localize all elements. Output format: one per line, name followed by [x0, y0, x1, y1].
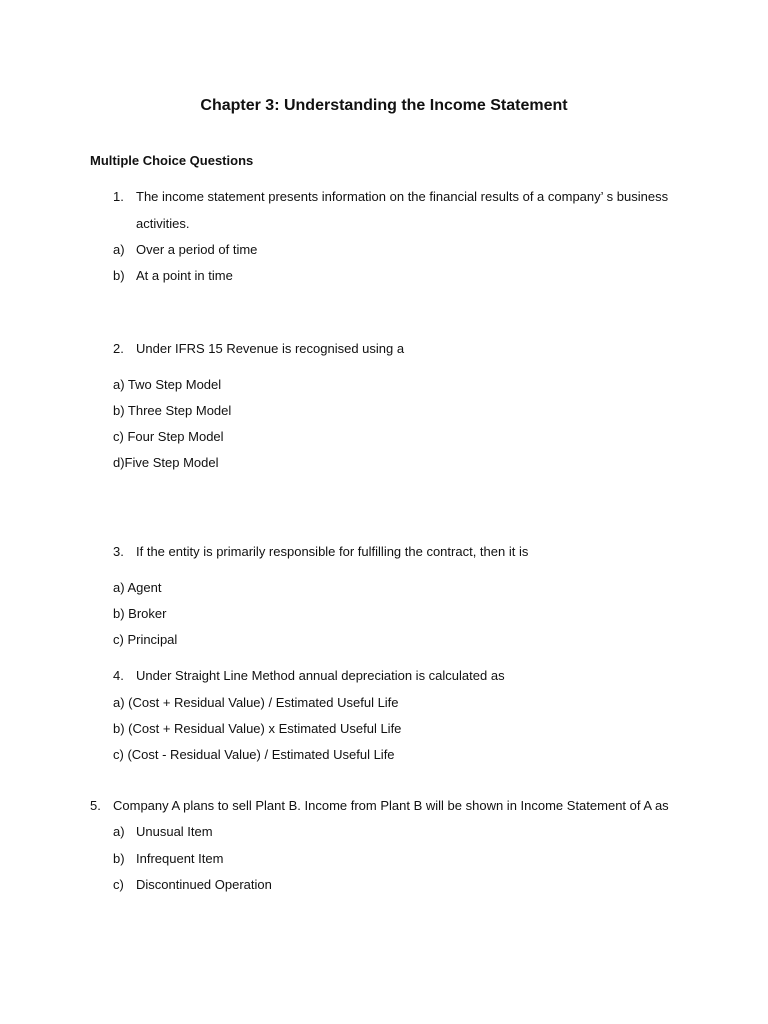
question-2-text: Under IFRS 15 Revenue is recognised using a — [136, 341, 405, 356]
section-heading: Multiple Choice Questions — [90, 153, 254, 168]
question-1-option-b-label: b) — [113, 268, 125, 283]
question-1-text: The income statement presents information on the financial results of a company’ s business — [136, 189, 669, 204]
question-4-number: 4. — [113, 668, 124, 683]
question-5-option-b-label: b) — [113, 851, 125, 866]
question-1-option-b: At a point in time — [136, 268, 233, 283]
question-3-option-b: b) Broker — [113, 606, 167, 621]
question-5-option-a-label: a) — [113, 824, 125, 839]
question-1-option-a: Over a period of time — [136, 242, 258, 257]
question-4-text: Under Straight Line Method annual depreciation is calculated as — [136, 668, 505, 683]
question-5-text: Company A plans to sell Plant B. Income from Plant B will be shown in Income Statement of A as — [113, 798, 669, 813]
question-2-option-a: a) Two Step Model — [113, 377, 222, 392]
question-2-option-d: d)Five Step Model — [113, 455, 219, 470]
question-1-option-a-label: a) — [113, 242, 125, 257]
question-4-option-a: a) (Cost + Residual Value) / Estimated Useful Life — [113, 695, 399, 710]
question-1-text-cont: activities. — [136, 216, 190, 231]
question-3-text: If the entity is primarily responsible for fulfilling the contract, then it is — [136, 544, 529, 559]
question-3-number: 3. — [113, 544, 124, 559]
question-3-option-c: c) Principal — [113, 632, 178, 647]
question-2-number: 2. — [113, 341, 124, 356]
question-5-option-b: Infrequent Item — [136, 851, 224, 866]
question-4-option-c: c) (Cost - Residual Value) / Estimated Useful Life — [113, 747, 395, 762]
question-3-option-a: a) Agent — [113, 580, 162, 595]
question-5-option-c: Discontinued Operation — [136, 877, 272, 892]
question-1-number: 1. — [113, 189, 124, 204]
question-5-option-a: Unusual Item — [136, 824, 213, 839]
question-5-option-c-label: c) — [113, 877, 124, 892]
question-5-number: 5. — [90, 798, 101, 813]
page-title: Chapter 3: Understanding the Income Statement — [200, 97, 568, 114]
question-2-option-c: c) Four Step Model — [113, 429, 224, 444]
question-2-option-b: b) Three Step Model — [113, 403, 232, 418]
question-4-option-b: b) (Cost + Residual Value) x Estimated Useful Life — [113, 721, 402, 736]
